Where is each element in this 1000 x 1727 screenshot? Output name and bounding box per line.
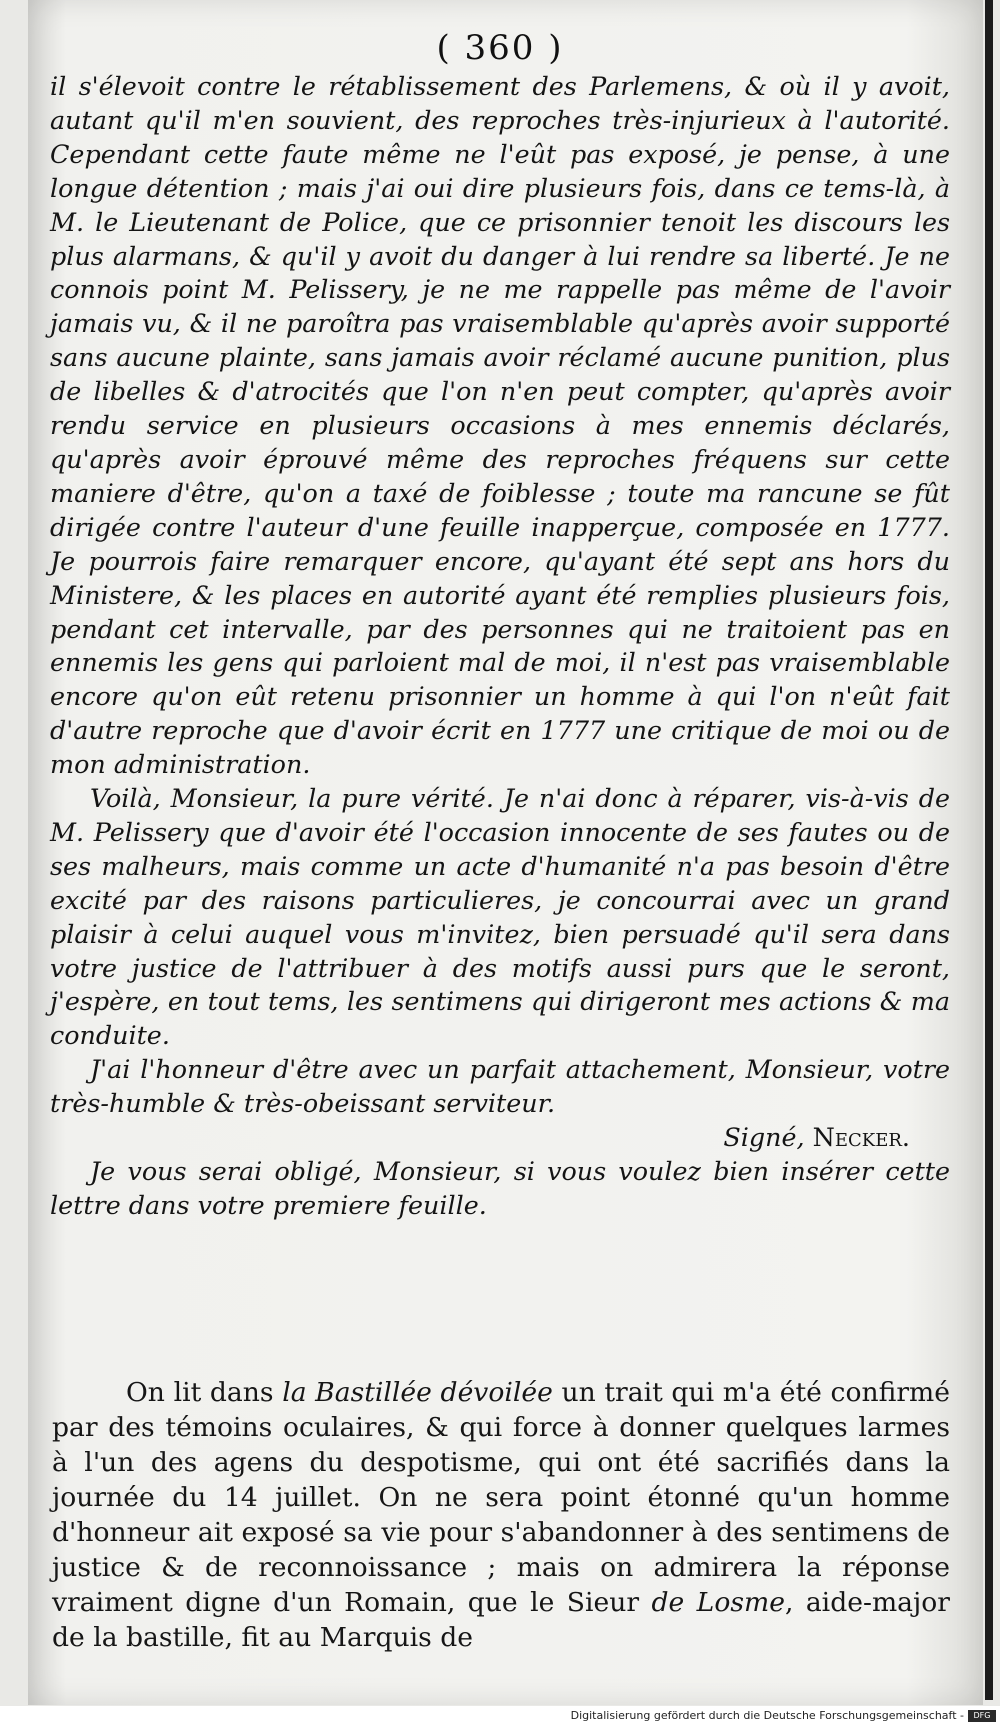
article-text-before: On lit dans — [126, 1377, 283, 1408]
page-edge-shadow — [985, 0, 993, 1700]
footer-credit: Digitalisierung gefördert durch die Deutsche Forschungsgemeinschaft - — [570, 1709, 964, 1722]
digitization-footer — [0, 1706, 1000, 1727]
signed-name: Necker. — [812, 1122, 910, 1153]
article-text-middle: un trait qui m'a été confirmé par des témoins oculaires, & qui force à donner quelques larmes à l'un des agens du despotisme, qui ont été sacrifiés dans la journée du 14 juillet. On ne sera point étonné qu'un homme d'honneur ait exposé sa vie pour s'abandonner à des sentimens de justice & de reconnoissance ; mais on admirera la réponse vraiment digne d'un Romain, que le Sieur — [52, 1377, 950, 1618]
article-paragraph — [52, 1375, 950, 1655]
article-body — [52, 1375, 950, 1655]
letter-body — [50, 70, 950, 1223]
letter-paragraph-2: Voilà, Monsieur, la pure vérité. Je n'ai donc à réparer, vis-à-vis de M. Pelissery que d'avoir été l'occasion innocente de ses fautes ou de ses malheurs, mais comme un acte d'humanité n'a pas besoin d'être excité par des raisons particulieres, je concourrai avec un grand plaisir à celui auquel vous m'invitez, bien persuadé qu'il sera dans votre justice de l'attribuer à des motifs aussi purs que le seront, j'espère, en tout tems, les sentimens qui dirigeront mes actions & ma conduite. — [50, 783, 950, 1051]
letter-postscript: Je vous serai obligé, Monsieur, si vous voulez bien insérer cette lettre dans votre premiere feuille. — [50, 1156, 950, 1220]
article-book-title: la Bastillée dévoilée — [282, 1377, 553, 1408]
letter-closing: J'ai l'honneur d'être avec un parfait attachement, Monsieur, votre très-humble & très-obeissant serviteur. — [50, 1054, 950, 1119]
dfg-logo-icon: DFG — [968, 1710, 996, 1722]
article-person-name: de Losme — [651, 1587, 785, 1618]
signed-label: Signé, — [723, 1122, 805, 1153]
article-text-after: , aide-major de la bastille, fit au Marquis de — [52, 1587, 950, 1653]
page-number: ( 360 ) — [436, 28, 564, 68]
letter-signature — [50, 1121, 950, 1155]
letter-paragraph-1: il s'élevoit contre le rétablissement des Parlemens, & où il y avoit, autant qu'il m'en souvient, des reproches très-injurieux à l'autorité. Cependant cette faute même ne l'eût pas exposé, je pense, à une longue détention ; mais j'ai oui dire plusieurs fois, dans ce tems-là, à M. le Lieutenant de Police, que ce prisonnier tenoit les discours les plus alarmans, & qu'il y avoit du danger à lui rendre sa liberté. Je ne connois point M. Pelissery, je ne me rappelle pas même de l'avoir jamais vu, & il ne paroîtra pas vraisemblable qu'après avoir supporté sans aucune plainte, sans jamais avoir réclamé aucune punition, plus de libelles & d'atrocités que l'on n'en peut compter, qu'après avoir rendu service en plusieurs occasions à mes ennemis déclarés, qu'après avoir éprouvé même des reproches fréquens sur cette maniere d'être, qu'on a taxé de foiblesse ; toute ma rancune se fût dirigée contre l'auteur d'une feuille inapperçue, composée en 1777. Je pourrois faire remarquer encore, qu'ayant été sept ans hors du Ministere, & les places en autorité ayant été remplies plusieurs fois, pendant cet intervalle, par des personnes qui ne traitoient pas en ennemis les gens qui parloient mal de moi, il n'est pas vraisemblable encore qu'on eût retenu prisonnier un homme à qui l'on n'eût fait d'autre reproche que d'avoir écrit en 1777 une critique de moi ou de mon administration. — [50, 71, 950, 780]
